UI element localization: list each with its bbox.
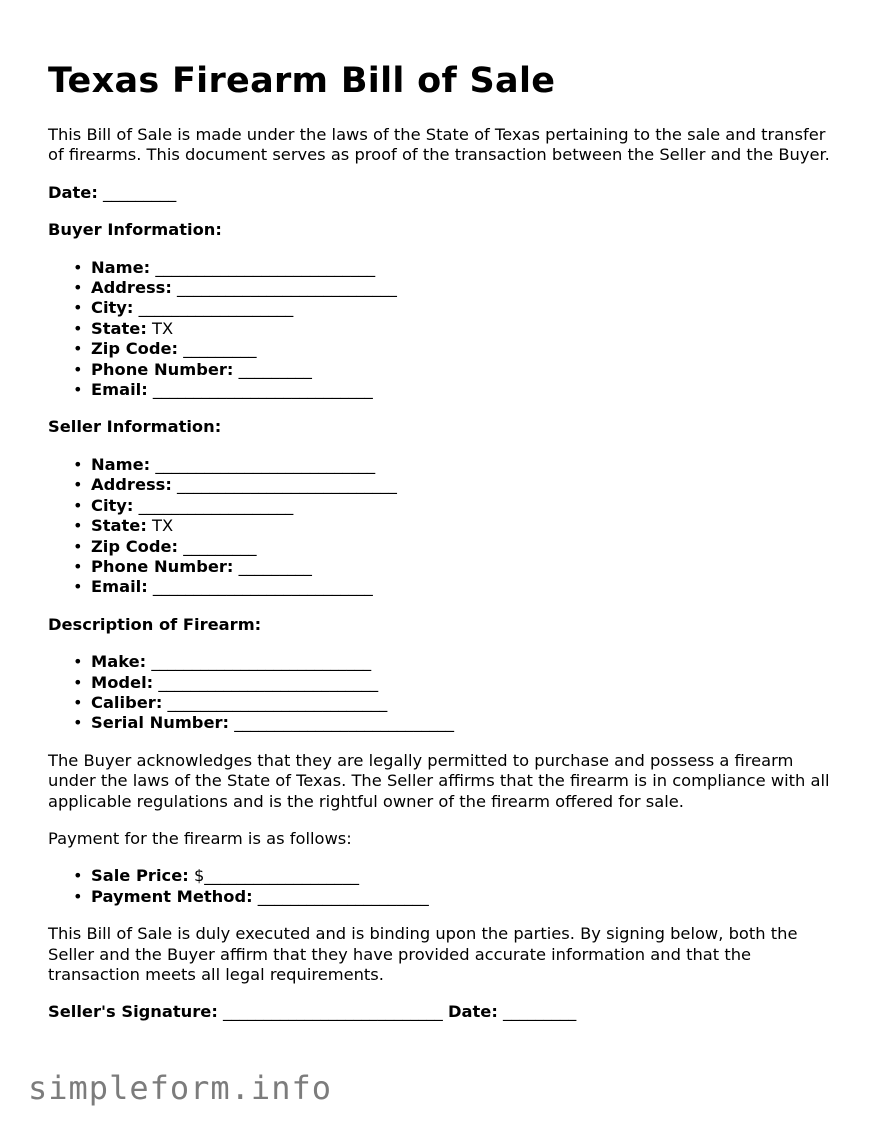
field-label: Address: — [91, 278, 172, 298]
buyer-heading: Buyer Information: — [48, 220, 222, 240]
acknowledgement-paragraph: The Buyer acknowledges that they are legally permitted to purchase and possess a firearm under the laws of the State of Texas. The Seller affirms that the firearm is in compliance with all applicable regulations and is the rightful owner of the firearm offered for sale. — [48, 750, 830, 811]
seller-phone-item — [91, 557, 838, 577]
field-label: City: — [91, 298, 134, 318]
field-label: City: — [91, 495, 134, 515]
firearm-make-item — [91, 652, 838, 672]
field-value: ___________________________ — [153, 672, 379, 692]
field-value: ___________________ — [133, 298, 294, 318]
field-label: Address: — [91, 475, 172, 495]
buyer-address-item — [91, 278, 838, 298]
firearm-model-item — [91, 673, 838, 693]
seller-state-item — [91, 516, 838, 536]
seller-signature-blank: ___________________________ — [217, 1002, 448, 1022]
buyer-phone-item — [91, 360, 838, 380]
seller-heading: Seller Information: — [48, 417, 222, 437]
field-value: _________ — [178, 339, 257, 359]
watermark-text: simpleform.info — [28, 1069, 332, 1107]
field-label: Zip Code: — [91, 339, 179, 359]
payment-method-item — [91, 887, 838, 907]
seller-city-item — [91, 496, 838, 516]
field-value: TX — [146, 318, 174, 338]
buyer-fields-list — [48, 258, 838, 401]
date-label: Date: — [48, 182, 98, 202]
field-label: State: — [91, 516, 147, 536]
seller-email-item — [91, 577, 838, 597]
field-value: ___________________________ — [171, 278, 397, 298]
field-value: ___________________________ — [171, 475, 397, 495]
buyer-city-item — [91, 298, 838, 318]
field-label: Phone Number: — [91, 359, 234, 379]
firearm-heading: Description of Firearm: — [48, 614, 262, 634]
field-label: Payment Method: — [91, 886, 253, 906]
buyer-email-item — [91, 380, 838, 400]
field-value: ___________________________ — [150, 257, 376, 277]
field-label: Sale Price: — [91, 866, 189, 886]
field-value: ___________________________ — [147, 577, 373, 597]
execution-paragraph: This Bill of Sale is duly executed and is binding upon the parties. By signing below, both the Seller and the Buyer affirm that they have provided accurate information and that the transaction meets all legal requirements. — [48, 924, 798, 984]
buyer-state-item — [91, 319, 838, 339]
payment-intro: Payment for the firearm is as follows: — [48, 828, 352, 848]
field-value: _________ — [233, 359, 312, 379]
field-label: Model: — [91, 672, 154, 692]
field-value: ___________________________ — [146, 652, 372, 672]
firearm-caliber-item — [91, 693, 838, 713]
field-value: ___________________________ — [162, 692, 388, 712]
signature-date-label: Date: — [448, 1002, 498, 1022]
buyer-name-item — [91, 258, 838, 278]
field-label: Serial Number: — [91, 713, 230, 733]
field-label: Email: — [91, 380, 148, 400]
field-value: _________ — [233, 556, 312, 576]
field-value: _________ — [178, 536, 257, 556]
field-value: ___________________________ — [150, 454, 376, 474]
seller-zip-item — [91, 537, 838, 557]
date-value: _________ — [97, 182, 177, 202]
seller-name-item — [91, 455, 838, 475]
firearm-fields-list — [48, 652, 838, 734]
sale-price-item — [91, 866, 838, 886]
field-value: _____________________ — [252, 886, 429, 906]
document-title: Texas Firearm Bill of Sale — [48, 61, 556, 101]
document-page — [48, 58, 838, 1023]
field-label: Caliber: — [91, 692, 163, 712]
field-value: ___________________________ — [229, 713, 455, 733]
signature-date-blank: _________ — [497, 1002, 577, 1022]
seller-fields-list — [48, 455, 838, 598]
buyer-zip-item — [91, 339, 838, 359]
seller-address-item — [91, 475, 838, 495]
field-value: TX — [146, 516, 174, 536]
firearm-serial-item — [91, 713, 838, 733]
field-label: Email: — [91, 577, 148, 597]
field-label: Name: — [91, 454, 151, 474]
date-line — [48, 183, 838, 203]
payment-fields-list — [48, 866, 838, 907]
field-value: ___________________________ — [147, 380, 373, 400]
field-value: $___________________ — [188, 866, 359, 886]
field-label: Zip Code: — [91, 536, 179, 556]
field-label: Name: — [91, 257, 151, 277]
field-value: ___________________ — [133, 495, 294, 515]
seller-signature-label: Seller's Signature: — [48, 1002, 218, 1022]
field-label: Phone Number: — [91, 556, 234, 576]
signature-line — [48, 1002, 838, 1022]
field-label: Make: — [91, 652, 147, 672]
field-label: State: — [91, 318, 147, 338]
intro-paragraph: This Bill of Sale is made under the laws of the State of Texas pertaining to the sale and transfer of firearms. This document serves as proof of the transaction between the Seller and the Buyer. — [48, 125, 830, 165]
